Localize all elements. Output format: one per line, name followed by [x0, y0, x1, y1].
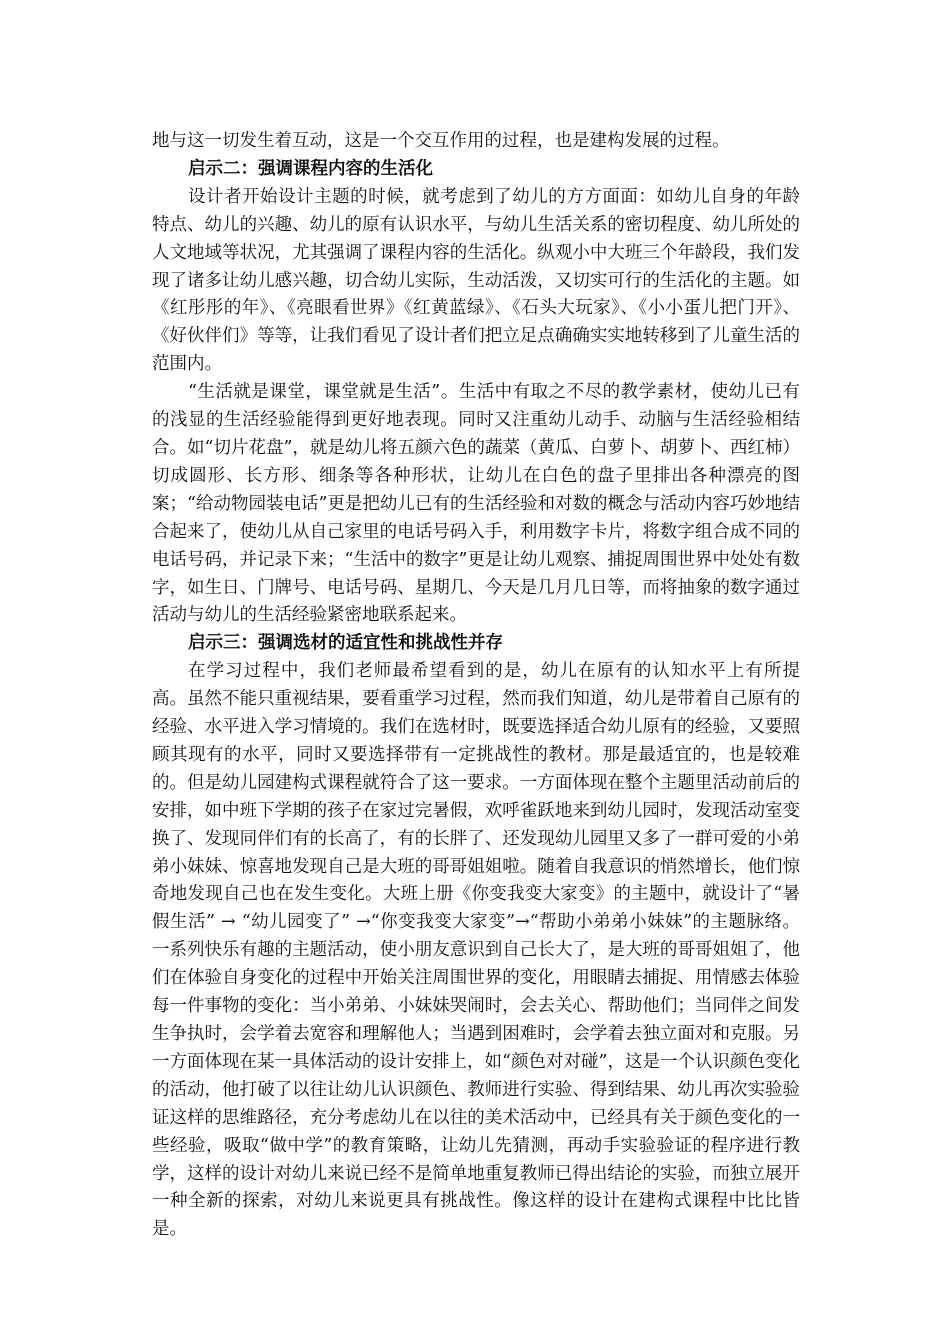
body-paragraph: 设计者开始设计主题的时候，就考虑到了幼儿的方方面面：如幼儿自身的年龄特点、幼儿的兴趣、幼儿的原有认识水平，与幼儿生活关系的密切程度、幼儿所处的人文地域等状况，尤其强调了课程内容的生活化。纵观小中大班三个年龄段，我们发现了诸多让幼儿感兴趣，切合幼儿实际，生动活泼，又切实可行的生活化的主题。如《红彤彤的年》、《亮眼看世界》《红黄蓝绿》、《石头大玩家》、《小小蛋儿把门开》、《好伙伴们》等等，让我们看见了设计者们把立足点确确实实地转移到了儿童生活的范围内。 [152, 186, 800, 375]
continuation-paragraph: 地与这一切发生着互动，这是一个交互作用的过程，也是建构发展的过程。 [152, 131, 730, 151]
section-heading-insight-three: 启示三：强调选材的适宜性和挑战性并存 [188, 633, 503, 654]
section-heading-insight-two: 启示二：强调课程内容的生活化 [188, 158, 433, 179]
body-paragraph: “生活就是课堂，课堂就是生活”。生活中有取之不尽的教学素材，使幼儿已有的浅显的生活经验能得到更好地表现。同时又注重幼儿动手、动脑与生活经验相结合。如“切片花盘”，就是幼儿将五颜六色的蔬菜（黄瓜、白萝卜、胡萝卜、西红柿）切成圆形、长方形、细条等各种形状，让幼儿在白色的盘子里排出各种漂亮的图案；“给动物园装电话”更是把幼儿已有的生活经验和对数的概念与活动内容巧妙地结合起来了，使幼儿从自己家里的电话号码入手，利用数字卡片，将数字组合成不同的电话号码，并记录下来；“生活中的数字”更是让幼儿观察、捕捉周围世界中处处有数字，如生日、门牌号、电话号码、星期几、今天是几月几日等，而将抽象的数字通过活动与幼儿的生活经验紧密地联系起来。 [152, 382, 800, 626]
body-paragraph: 在学习过程中，我们老师最希望看到的是，幼儿在原有的认知水平上有所提高。虽然不能只重视结果，要看重学习过程，然而我们知道，幼儿是带着自己原有的经验、水平进入学习情境的。我们在选材时，既要选择适合幼儿原有的经验，又要照顾其现有的水平，同时又要选择带有一定挑战性的教材。那是最适宜的，也是较难的。但是幼儿园建构式课程就符合了这一要求。一方面体现在整个主题里活动前后的安排，如中班下学期的孩子在家过完暑假，欢呼雀跃地来到幼儿园时，发现活动室变换了、发现同伴们有的长高了，有的长胖了、还发现幼儿园里又多了一群可爱的小弟弟小妹妹、惊喜地发现自己是大班的哥哥姐姐啦。随着自我意识的悄然增长，他们惊奇地发现自己也在发生变化。大班上册《你变我变大家变》的主题中，就设计了“暑假生活” → “幼儿园变了” →“你变我变大家变”→“帮助小弟弟小妹妹”的主题脉络。一系列快乐有趣的主题活动，使小朋友意识到自己长大了，是大班的哥哥姐姐了，他们在体验自身变化的过程中开始关注周围世界的变化，用眼睛去捕捉、用情感去体验每一件事物的变化：当小弟弟、小妹妹哭闹时，会去关心、帮助他们；当同伴之间发生争执时，会学着去宽容和理解他人；当遇到困难时，会学着去独立面对和克服。另一方面体现在某一具体活动的设计安排上，如“颜色对对碰”，这是一个认识颜色变化的活动，他打破了以往让幼儿认识颜色、教师进行实验、得到结果、幼儿再次实验验证这样的思维路径，充分考虑幼儿在以往的美术活动中，已经具有关于颜色变化的一些经验，吸取“做中学”的教育策略，让幼儿先猜测，再动手实验验证的程序进行教学，这样的设计对幼儿来说已经不是简单地重复教师已得出结论的实验，而独立展开一种全新的探索，对幼儿来说更具有挑战性。像这样的设计在建构式课程中比比皆是。 [152, 661, 800, 1240]
document-body [152, 128, 800, 1244]
